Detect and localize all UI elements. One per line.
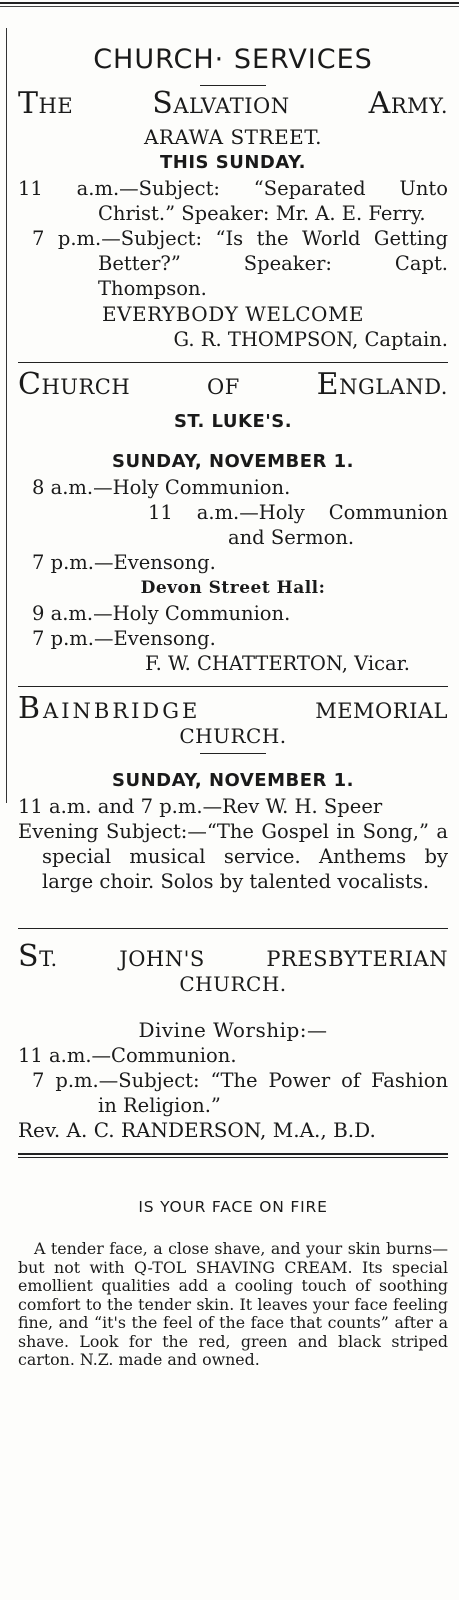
- street: ARAWA STREET.: [143, 125, 323, 149]
- service-entry: 7 p.m.—Subject: “Is the World Getting Better?” Speaker: Capt. Thompson.: [32, 227, 448, 300]
- signature: Rev. A. C. RANDERSON, M.A., B.D.: [18, 1118, 376, 1142]
- heading-rest: ALVATION: [173, 94, 290, 118]
- section-divider-heavy: [18, 1153, 448, 1155]
- church-services-column: [18, 40, 448, 1370]
- worship-heading: Divine Worship:—: [138, 1018, 328, 1042]
- heading-word: [18, 86, 74, 121]
- section-divider: [18, 686, 448, 687]
- heading-word: MEMORIAL: [315, 699, 448, 723]
- column-left-rule: [6, 28, 7, 803]
- signature: G. R. THOMPSON, Captain.: [173, 328, 448, 351]
- service-date: SUNDAY, NOVEMBER 1.: [112, 770, 354, 791]
- st-johns-notice: [18, 939, 448, 1143]
- notice-heading: [18, 939, 448, 974]
- section-divider: [18, 362, 448, 363]
- heading-word: PRESBYTERIAN: [266, 947, 448, 971]
- drop-letter: S: [18, 939, 40, 974]
- service-entry: 11 a.m.—Holy Communion and Sermon.: [148, 501, 448, 549]
- heading-rest: HURCH: [41, 375, 131, 399]
- hall-heading: Devon Street Hall:: [140, 578, 326, 598]
- notice-heading: [18, 691, 448, 726]
- service-entry: Evening Subject:—“The Gospel in Song,” a special musical service. Anthems by large choir. Solos by talented vocalists.: [18, 820, 448, 893]
- salvation-army-notice: [18, 86, 448, 352]
- service-entry: 8 a.m.—Holy Communion.: [32, 476, 291, 499]
- drop-letter: C: [18, 367, 42, 402]
- heading-word: JOHN'S: [119, 947, 205, 971]
- service-entry: 7 p.m.—Subject: “The Power of Fashion in Religion.”: [32, 1069, 448, 1117]
- ad-title: IS YOUR FACE ON FIRE: [138, 1198, 328, 1216]
- top-rule-thin: [0, 6, 459, 7]
- section-divider-thin: [18, 1157, 448, 1158]
- heading-word: [316, 367, 448, 402]
- church-of-england-notice: [18, 367, 448, 676]
- service-day: THIS SUNDAY.: [160, 152, 306, 173]
- service-entry: 11 a.m. and 7 p.m.—Rev W. H. Speer: [18, 795, 383, 818]
- signature: F. W. CHATTERTON, Vicar.: [145, 652, 410, 675]
- heading-word: OF: [207, 375, 240, 399]
- heading-line-2: CHURCH.: [179, 972, 287, 996]
- ad-body: A tender face, a close shave, and your skin burns—but not with Q-TOL SHAVING CREAM. Its special emollient qualities add a cooling touch of soothing comfort to the tender skin. It leaves your face feeling fine, and “it's the feel of the face that counts” after a shave. Look for the red, green and black striped carton. N.Z. made and owned.: [18, 1239, 448, 1369]
- welcome-line: EVERYBODY WELCOME: [101, 302, 365, 326]
- service-entry: 7 p.m.—Evensong.: [32, 627, 216, 650]
- notice-heading: [18, 86, 448, 121]
- heading-rest: T.: [39, 947, 58, 971]
- drop-letter: E: [316, 367, 340, 402]
- drop-letter: T: [18, 86, 39, 121]
- heading-word: [18, 367, 131, 402]
- heading-divider: [200, 753, 266, 754]
- service-entry: 11 a.m.—Communion.: [18, 1044, 237, 1067]
- title-divider: [200, 85, 266, 86]
- notice-heading: [18, 367, 448, 402]
- qtol-advertisement: [18, 1198, 448, 1370]
- bainbridge-notice: [18, 691, 448, 894]
- drop-letter: S: [152, 86, 174, 121]
- drop-letter: A: [368, 86, 391, 121]
- page-title: CHURCH· SERVICES: [93, 44, 373, 75]
- heading-rest: RMY.: [390, 94, 448, 118]
- heading-word: [18, 691, 201, 726]
- heading-word: [18, 939, 58, 974]
- heading-line-2: CHURCH.: [179, 724, 287, 748]
- service-date: SUNDAY, NOVEMBER 1.: [112, 451, 354, 472]
- service-entry: 11 a.m.—Subject: “Separated Unto Christ.” Speaker: Mr. A. E. Ferry.: [18, 177, 448, 225]
- service-entry: 7 p.m.—Evensong.: [32, 551, 216, 574]
- heading-rest: AINBRIDGE: [43, 699, 201, 723]
- drop-letter: B: [18, 691, 44, 726]
- service-entry: 9 a.m.—Holy Communion.: [32, 602, 291, 625]
- heading-word: [152, 86, 290, 121]
- section-divider: [18, 928, 448, 929]
- top-rule: [0, 2, 459, 4]
- parish-name: ST. LUKE'S.: [173, 411, 293, 432]
- heading-rest: NGLAND.: [339, 375, 448, 399]
- heading-word: [368, 86, 448, 121]
- heading-rest: HE: [38, 94, 74, 118]
